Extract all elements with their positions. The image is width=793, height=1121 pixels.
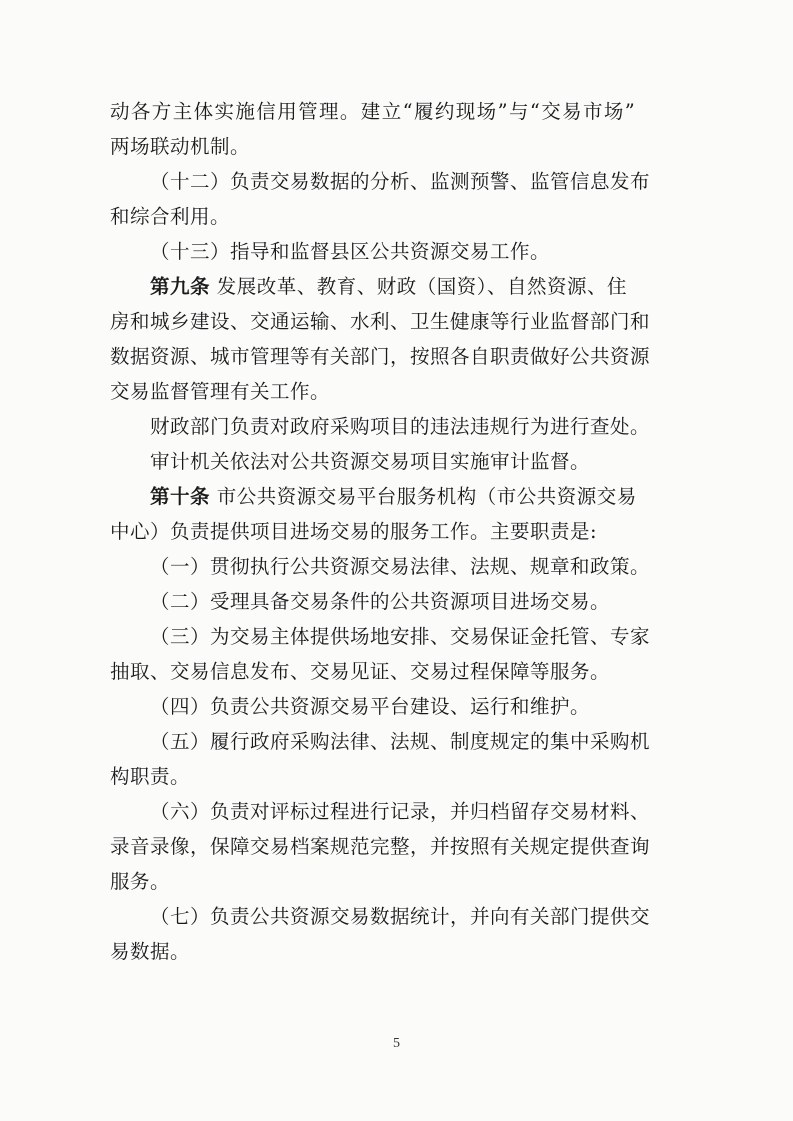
paragraph-line: 抽取、交易信息发布、交易见证、交易过程保障等服务。 [110,660,611,683]
paragraph-line: 和综合利用。 [110,205,231,228]
paragraph-line: （十二）负责交易数据的分析、监测预警、监管信息发布 [150,170,651,193]
paragraph-line: （四）负责公共资源交易平台建设、运行和维护。 [150,695,591,718]
paragraph-line: 录音录像，保障交易档案规范完整，并按照有关规定提供查询 [110,835,651,858]
paragraph-line: （三）为交易主体提供场地安排、交易保证金托管、专家 [150,625,651,648]
article-10-line [110,479,680,514]
page-number: 5 [393,1036,400,1051]
paragraph-line: 易数据。 [110,940,191,963]
paragraph-line: （七）负责公共资源交易数据统计，并向有关部门提供交 [150,905,651,928]
paragraph-line: 两场联动机制。 [110,135,251,158]
paragraph-line: 房和城乡建设、交通运输、水利、卫生健康等行业监督部门和 [110,310,651,333]
document-body [110,94,680,969]
paragraph-line: 审计机关依法对公共资源交易项目实施审计监督。 [150,450,591,473]
paragraph-line: （二）受理具备交易条件的公共资源项目进场交易。 [150,590,611,613]
paragraph-line: （十三）指导和监督县区公共资源交易工作。 [150,240,551,263]
paragraph-line: 动各方主体实施信用管理。建立“履约现场”与“交易市场” [110,100,637,123]
article-9-heading: 第九条 [150,275,211,298]
article-9-line [110,269,680,304]
paragraph-line: 数据资源、城市管理等有关部门，按照各自职责做好公共资源 [110,345,651,368]
article-9-text: 发展改革、教育、财政（国资）、自然资源、住 [216,275,627,298]
paragraph-line: （五）履行政府采购法律、法规、制度规定的集中采购机 [150,730,651,753]
article-10-heading: 第十条 [150,485,211,508]
paragraph-line: 财政部门负责对政府采购项目的违法违规行为进行查处。 [150,415,651,438]
paragraph-line: （六）负责对评标过程进行记录，并归档留存交易材料、 [150,800,651,823]
paragraph-line: 中心）负责提供项目进场交易的服务工作。主要职责是: [110,520,598,543]
article-10-text: 市公共资源交易平台服务机构（市公共资源交易 [216,485,637,508]
paragraph-line: 服务。 [110,870,171,893]
paragraph-line: （一）贯彻执行公共资源交易法律、法规、规章和政策。 [150,555,651,578]
paragraph-line: 交易监督管理有关工作。 [110,380,331,403]
paragraph-line: 构职责。 [110,765,191,788]
